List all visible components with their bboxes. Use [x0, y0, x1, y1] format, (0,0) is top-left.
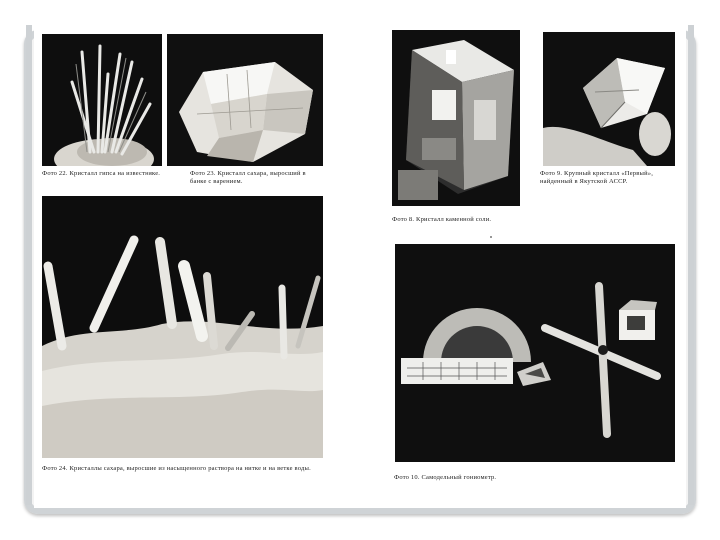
photo-sugar-crystal — [167, 34, 323, 166]
caption-photo-22: Фото 22. Кристалл гипса на известняке. — [42, 170, 161, 177]
photo-sugar-crystals-solution — [42, 196, 323, 458]
photo-gypsum-crystal — [42, 34, 162, 166]
caption-photo-8: Фото 8. Кристалл каменной соли. — [392, 216, 492, 223]
caption-photo-23: Фото 23. Кристалл сахара, выросший в банке с варением. — [190, 170, 306, 185]
caption-photo-9: Фото 9. Крупный кристалл «Первый», найденный в Якутской АССР. — [540, 170, 654, 185]
photo-large-crystal-in-hand — [543, 32, 675, 166]
photo-rock-salt-crystal — [392, 30, 520, 206]
page-mark — [490, 236, 492, 238]
slide-right-border — [688, 25, 694, 505]
caption-photo-24: Фото 24. Кристаллы сахара, выросшие из насыщенного раствора на нитке и на ветке воды. — [42, 465, 311, 472]
photo-homemade-goniometer — [395, 244, 675, 462]
slide-left-border — [26, 25, 32, 505]
caption-photo-10: Фото 10. Самодельный гониометр. — [394, 474, 497, 481]
